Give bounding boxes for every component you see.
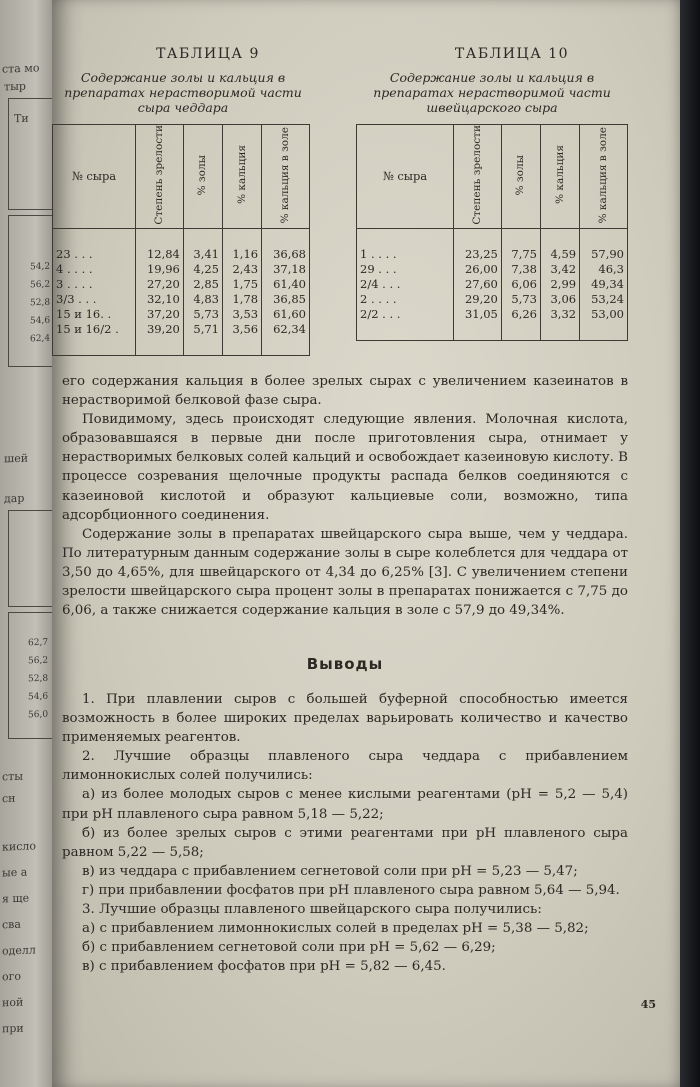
page-number: 45 — [640, 998, 656, 1011]
table-row — [53, 322, 310, 337]
table9-title: ТАБЛИЦА 9 — [156, 46, 260, 62]
table-cell: 5,73 — [183, 307, 222, 322]
table-row — [357, 307, 628, 322]
left-fragment: сва — [2, 917, 21, 932]
left-fragment: 52,8 — [28, 673, 49, 685]
table-cell: 2/4 . . . — [357, 277, 454, 292]
table-cell: 61,40 — [262, 277, 310, 292]
table-cell: 23,25 — [454, 247, 502, 262]
table-cell: 3,06 — [540, 292, 579, 307]
table9-header-calcium: % кальция — [235, 145, 248, 205]
left-fragment: 56,2 — [30, 279, 51, 291]
left-fragment: 62,4 — [30, 333, 51, 345]
conclusion-item: а) с прибавлением лимоннокислых солей в пределах pH = 5,38 — 5,82; — [82, 921, 589, 937]
table-cell: 2/2 . . . — [357, 307, 454, 322]
table-cell: 36,85 — [262, 292, 310, 307]
table-row — [357, 262, 628, 277]
left-fragment: я ще — [2, 891, 30, 906]
table-cell: 27,60 — [454, 277, 502, 292]
table10-header-ash: % золы — [514, 154, 527, 196]
table-cell: 4 . . . . — [53, 262, 136, 277]
table-cell: 15 и 16. . — [53, 307, 136, 322]
paragraph: его содержания кальция в более зрелых сырах с увеличением казеинатов в нерастворимой белковой фазе сыра. — [62, 374, 628, 409]
table-cell: 62,34 — [262, 322, 310, 337]
table-cell: 61,60 — [262, 307, 310, 322]
table-cell: 7,75 — [501, 247, 540, 262]
left-fragment: при — [2, 1021, 24, 1036]
table-cell: 12,84 — [136, 247, 184, 262]
table-cell: 29 . . . — [357, 262, 454, 277]
left-fragment: шей — [4, 451, 29, 466]
table-cell: 39,20 — [136, 322, 184, 337]
conclusions-heading: Выводы — [306, 655, 384, 673]
left-fragment: сн — [2, 791, 16, 806]
table-cell: 2,43 — [222, 262, 261, 277]
table-cell: 3/3 . . . — [53, 292, 136, 307]
table9-header-calcium-in-ash: % кальция в золе — [279, 126, 292, 224]
table-cell: 37,18 — [262, 262, 310, 277]
table-cell: 31,05 — [454, 307, 502, 322]
table9 — [52, 124, 310, 356]
conclusion-item: б) из более зрелых сыров с этими реагентами при pH плавленого сыра равном 5,22 — 5,58; — [62, 825, 628, 860]
left-fragment: Ти — [14, 111, 29, 126]
table-cell: 36,68 — [262, 247, 310, 262]
left-fragment: 54,6 — [30, 315, 51, 327]
table-row — [357, 292, 628, 307]
left-table-box — [8, 510, 54, 607]
table-cell: 15 и 16/2 . — [53, 322, 136, 337]
conclusion-item: 2. Лучшие образцы плавленого сыра чеддара с прибавлением лимоннокислых солей получились: — [62, 749, 628, 784]
table-cell: 2,99 — [540, 277, 579, 292]
left-fragment: дар — [4, 491, 25, 506]
table9-header-number: № сыра — [53, 125, 136, 229]
table9-caption: Содержание золы и кальция в препаратах нерастворимой части сыра чеддара — [64, 70, 302, 115]
conclusion-item: в) из чеддара с прибавлением сегнетовой соли при pH = 5,23 — 5,47; — [82, 863, 578, 879]
left-fragment: 56,2 — [28, 655, 49, 667]
table-cell: 3,53 — [222, 307, 261, 322]
left-fragment: ста мо — [2, 61, 40, 76]
conclusion-item: г) при прибавлении фосфатов при pH плавленого сыра равном 5,64 — 5,94. — [82, 882, 620, 898]
table10-header-number: № сыра — [357, 125, 454, 229]
table-cell: 3,56 — [222, 322, 261, 337]
table10-title: ТАБЛИЦА 10 — [454, 46, 570, 62]
conclusions-list — [62, 690, 628, 976]
table-cell: 4,59 — [540, 247, 579, 262]
table-row — [53, 292, 310, 307]
table-cell: 1 . . . . — [357, 247, 454, 262]
table-cell: 23 . . . — [53, 247, 136, 262]
table-cell: 5,73 — [501, 292, 540, 307]
table-cell: 6,06 — [501, 277, 540, 292]
table9-header-ash: % золы — [196, 154, 209, 196]
conclusion-item: б) с прибавлением сегнетовой соли при pH = 5,62 — 6,29; — [82, 940, 496, 956]
table-cell: 4,25 — [183, 262, 222, 277]
table-cell: 46,3 — [580, 262, 628, 277]
table-cell: 57,90 — [580, 247, 628, 262]
table-cell: 3,41 — [183, 247, 222, 262]
table10-header-calcium-in-ash: % кальция в золе — [597, 126, 610, 224]
page-edge — [680, 0, 700, 1087]
left-fragment: 62,7 — [28, 637, 49, 649]
table-cell: 2,85 — [183, 277, 222, 292]
table-cell: 2 . . . . — [357, 292, 454, 307]
table-cell: 26,00 — [454, 262, 502, 277]
table10-caption: Содержание золы и кальция в препаратах нерастворимой части швейцарского сыра — [373, 70, 611, 115]
left-fragment: ной — [2, 995, 24, 1010]
table-cell: 29,20 — [454, 292, 502, 307]
left-page-fragment — [0, 0, 60, 1087]
table-cell: 53,24 — [580, 292, 628, 307]
left-fragment: кисло — [2, 839, 36, 854]
table-row — [357, 277, 628, 292]
left-fragment: оделл — [2, 943, 36, 958]
table-cell: 19,96 — [136, 262, 184, 277]
table9-header-maturity: Степень зрелости — [152, 125, 165, 225]
table-row — [53, 277, 310, 292]
table-cell: 37,20 — [136, 307, 184, 322]
table-row — [357, 247, 628, 262]
table-cell: 1,78 — [222, 292, 261, 307]
table-cell: 1,16 — [222, 247, 261, 262]
table-cell: 7,38 — [501, 262, 540, 277]
table-cell: 5,71 — [183, 322, 222, 337]
paragraph: Повидимому, здесь происходят следующие явления. Молочная кислота, образовавшаяся в первые дни после приготовления сыра, отнимает у нерастворимых белковых солей кальций и освобождает казеиновую кислоту. В процессе созревания щелочные продукты распада белков соединяются с казеиновой кислотой и образуют кальциевые соли, возможно, типа адсорбционного соединения. — [62, 412, 628, 523]
paragraph: Содержание золы в препаратах швейцарского сыра выше, чем у чеддара. По литературным данным содержание золы в сыре колеблется для чеддара от 3,50 до 4,65%, для швейцарского от 4,34 до 6,25% [3]. С увеличением степени зрелости швейцарского сыра процент золы в препаратах понижается с 7,75 до 6,06, а также снижается содержание кальция в золе с 57,9 до 49,34%. — [62, 526, 628, 619]
table10 — [356, 124, 628, 341]
table-cell: 3,32 — [540, 307, 579, 322]
left-fragment: сты — [2, 769, 24, 784]
conclusion-item: в) с прибавлением фосфатов при pH = 5,82 — 6,45. — [82, 959, 446, 975]
left-fragment: 56,0 — [28, 709, 49, 721]
table-cell: 4,83 — [183, 292, 222, 307]
left-fragment: 52,8 — [30, 297, 51, 309]
conclusion-item: 1. При плавлении сыров с большей буферной способностью имеется возможность в более широких пределах варьировать количество и качество применяемых реагентов. — [62, 692, 628, 746]
table-row — [53, 247, 310, 262]
left-fragment: ого — [2, 969, 22, 984]
table-cell: 27,20 — [136, 277, 184, 292]
table-row — [53, 307, 310, 322]
conclusion-item: а) из более молодых сыров с менее кислыми реагентами (pH = 5,2 — 5,4) при pH плавленого сыра равном 5,18 — 5,22; — [62, 787, 628, 822]
left-fragment: 54,2 — [30, 261, 51, 273]
table-cell: 3,42 — [540, 262, 579, 277]
table-row — [53, 262, 310, 277]
left-fragment: тыр — [4, 79, 26, 94]
conclusion-item: 3. Лучшие образцы плавленого швейцарского сыра получились: — [82, 902, 542, 918]
table-cell: 49,34 — [580, 277, 628, 292]
table-cell: 53,00 — [580, 307, 628, 322]
table10-header-maturity: Степень зрелости — [470, 125, 483, 225]
table10-header-calcium: % кальция — [553, 145, 566, 205]
table-cell: 6,26 — [501, 307, 540, 322]
table-cell: 3 . . . . — [53, 277, 136, 292]
table-cell: 32,10 — [136, 292, 184, 307]
body-text — [62, 372, 628, 620]
table-cell: 1,75 — [222, 277, 261, 292]
left-fragment: 54,6 — [28, 691, 49, 703]
left-fragment: ые а — [2, 865, 28, 880]
